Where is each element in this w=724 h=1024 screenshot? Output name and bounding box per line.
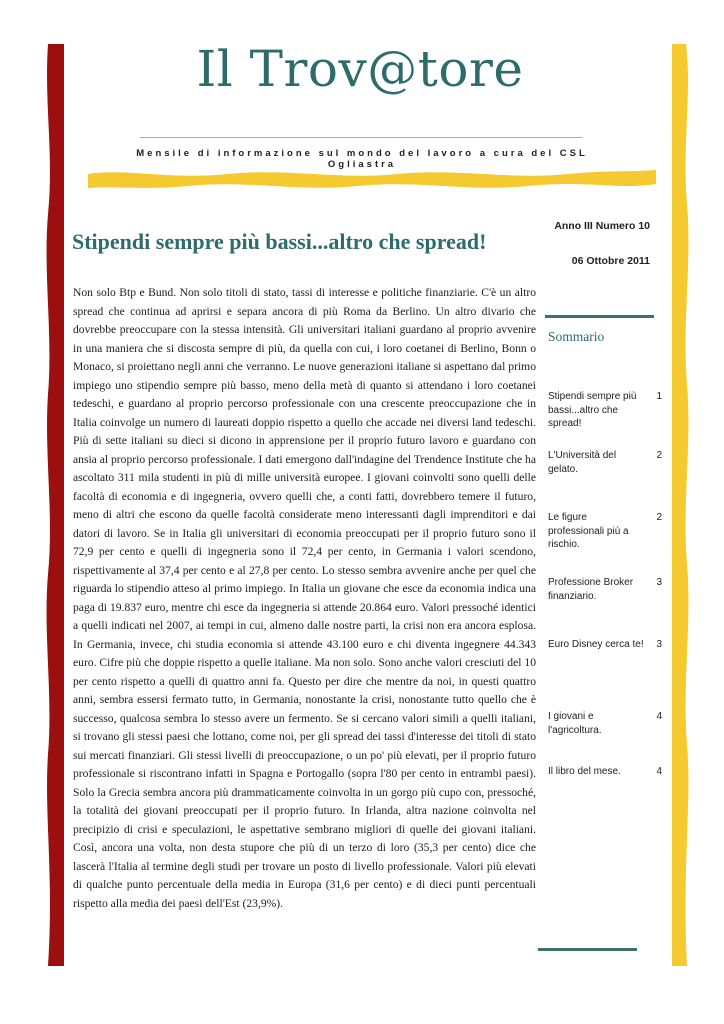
toc-item-label: Stipendi sempre più bassi...altro che spread! [548,391,637,429]
toc-item-page: 4 [656,711,662,722]
header-divider [140,137,582,138]
toc-item-label: L'Università del gelato. [548,450,617,475]
toc-item-page: 4 [656,766,662,777]
header-wave-banner [88,166,656,192]
toc-item-label: Il libro del mese. [548,766,621,777]
toc-item[interactable] [548,511,662,552]
toc-item[interactable] [548,638,662,652]
toc-item-page: 1 [656,391,662,402]
sidebar-divider [545,315,654,318]
toc-item-page: 3 [656,639,662,650]
article-body: Non solo Btp e Bund. Non solo titoli di stato, tassi di interesse e politiche finanziarie. C'è un altro spread che continua ad aprirsi e separa ancora di più Roma da Berlino. Un altro divario che dovrebbe preoccupare con la stessa intensità. Gli universitari italiani guardano al proprio avvenire in una maniera che si discosta sempre di più, da quella con cui, i loro coetanei di Berlino, Bonn o Monaco, si proiettano negli anni che verranno. Le nuove generazioni italiane si aspettano dal primo impiego uno stipendio sempre più basso, meno della metà di quanto si attendano i loro coetanei tedeschi, e guardano al proprio percorso professionale con una crescente preoccupazione che in Italia coinvolge un numero di laureati doppio rispetto a quello che accade nei diversi land tedeschi. Più di sette italiani su dieci si dicono in apprensione per il proprio futuro lavoro e guardano con ansia al proprio percorso professionale. I dati emergono dall'indagine del Trendence Institute che ha ascoltato 311 mila studenti in più di mille università europee. I giovani coinvolti sono quelli delle facoltà di economia e di ingegneria, ovvero quelli che, a conti fatti, dovrebbero temere il futuro, meno di altri che escono da quelle facoltà considerate meno interessanti dagli imprenditori e dai datori di lavoro. Se in Italia gli universitari di economia preoccupati per il proprio futuro sono il 72,9 per cento e quelli di ingegneria sono il 72,4 per cento, in Germania i valori scendono, rispettivamente al 37,4 per cento e al 27,8 per cento. Lo stesso sembra avvenire anche per quel che riguarda lo stipendio atteso al primo impiego. In Italia un giovane che esce da economia indica una paga di 19.837 euro, mentre chi esce da ingegneria si attende 20.864 euro. Valori pressoché identici a quelli indicati nel 2007, ai tempi in cui, almeno dalle nostre parti, la crisi non era ancora esplosa. In Germania, invece, chi studia economia si attende 43.100 euro e chi diventa ingegnere 44.343 euro. Cifre più che doppie rispetto a quelle italiane. Ma non solo. Sono anche valori cresciuti del 10 per cento rispetto a quelli di quattro anni fa. Questo per dire che mentre da noi, in questi quattro anni, sembra essersi fermato tutto, in Germania, nonostante la crisi, nonostante tutto quello che è successo, qualcosa sembra lo stesso avere un fermento. Se si cercano valori simili a quelli italiani, si trovano gli stessi paesi che lottano, come noi, per gli spread dei tassi d'interesse dei titoli di stato sui mercati finanziari. Gli stessi livelli di preoccupazione, o un po' più elevati, per il proprio futuro professionale si riscontrano infatti in Spagna e Portogallo (sopra l'80 per cento in entrambi paesi). Solo la Grecia sembra ancora più drammaticamente coinvolta in un gorgo più cupo con, pressoché, la totalità dei giovani preoccupati per il proprio futuro. In Irlanda, altra nazione coinvolta nel precipizio di crisi e speculazioni, le aspettative sembrano migliori di quelle dei giovani italiani. Così, ancora una volta, non desta stupore che più di un terzo di loro (35,3 per cento) dice che lascerà l'Italia al termine degli studi per trovare un posto di livello professionale. Valori più elevati di qualche punto percentuale della media in Europa (31,6 per cento) e di dieci punti percentuali rispetto alla media dei paesi dell'Est (23,9%). [73,286,536,910]
toc-item[interactable] [548,449,662,476]
toc-item-page: 3 [656,577,662,588]
toc-item-page: 2 [656,512,662,523]
toc-item-label: Euro Disney cerca te! [548,639,644,650]
toc-item[interactable] [548,765,662,779]
footer-divider [538,948,637,951]
issue-date: 06 Ottobre 2011 [571,255,650,267]
right-decorative-bar [672,44,692,966]
toc-item[interactable] [548,710,662,737]
article-headline: Stipendi sempre più bassi...altro che spread! [72,229,487,254]
sommario-heading: Sommario [548,329,605,344]
newsletter-subtitle: Mensile di informazione sul mondo del lavoro a cura del CSL Ogliastra [136,148,588,170]
newsletter-title: Il Trov@tore [196,40,524,98]
toc-item-label: Professione Broker finanziario. [548,577,634,602]
toc-item-label: I giovani e l'agricoltura. [548,711,602,736]
left-decorative-bar [44,44,64,966]
toc-item-page: 2 [656,450,662,461]
toc-item[interactable] [548,576,662,603]
toc-item-label: Le figure professionali più a rischio. [548,512,629,550]
issue-number: Anno III Numero 10 [554,220,650,232]
toc-item[interactable] [548,390,662,431]
